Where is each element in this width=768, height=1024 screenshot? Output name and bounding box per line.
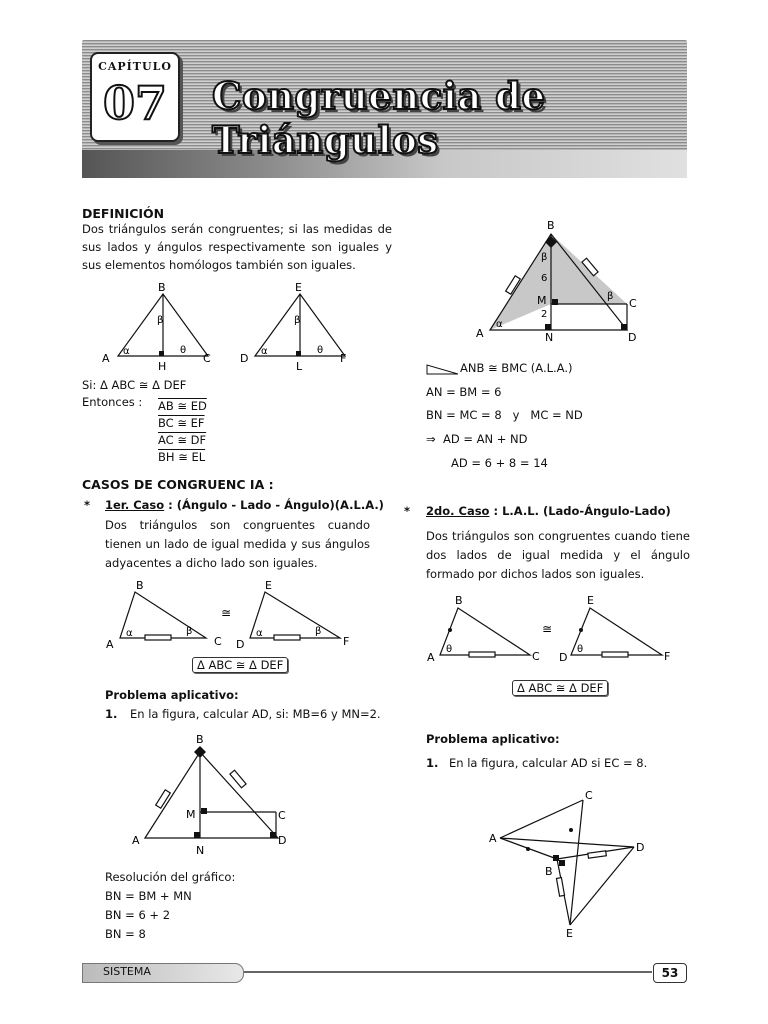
svg-text:C: C (214, 635, 222, 648)
svg-text:A: A (489, 832, 497, 845)
relation-2: BC ≅ EF (158, 416, 205, 430)
entonces-label: Entonces : (82, 395, 143, 409)
svg-text:C: C (203, 352, 211, 365)
svg-text:θ: θ (317, 345, 324, 356)
svg-text:N: N (545, 331, 554, 344)
svg-text:B: B (455, 594, 463, 607)
problema1-heading: Problema aplicativo: (105, 688, 239, 702)
problema2-heading: Problema aplicativo: (426, 732, 560, 746)
svg-text:C: C (278, 809, 286, 822)
svg-text:α: α (256, 628, 263, 639)
footer-section: SISTEMA (103, 965, 151, 978)
svg-text:D: D (559, 651, 568, 664)
page-number: 53 (653, 963, 687, 983)
svg-text:B: B (196, 733, 204, 746)
svg-text:α: α (261, 346, 268, 357)
svg-text:C: C (585, 789, 593, 802)
caso1-title: 1er. Caso (105, 498, 165, 512)
caso2-name: : L.A.L. (Lado-Ángulo-Lado) (493, 504, 671, 518)
svg-text:N: N (196, 844, 205, 857)
casos-heading: CASOS DE CONGRUENC IA : (82, 477, 274, 492)
problema1-text: En la figura, calcular AD, si: MB=6 y MN=2. (130, 707, 381, 721)
svg-text:C: C (532, 650, 540, 663)
svg-text:β: β (157, 315, 164, 326)
resolucion-label: Resolución del gráfico: (105, 870, 236, 884)
svg-text:D: D (278, 834, 287, 847)
svg-text:C: C (629, 297, 637, 310)
svg-text:B: B (545, 865, 553, 878)
resolucion-step-3: BN = 8 (105, 927, 146, 941)
solution-line-4: ⇒ AD = AN + ND (426, 432, 528, 446)
chapter-label: CAPÍTULO (98, 60, 172, 73)
solution-line-3: BN = MC = 8 y MC = ND (426, 408, 583, 422)
svg-text:L: L (296, 360, 303, 373)
problema2-number: 1. (426, 756, 439, 770)
svg-text:F: F (343, 635, 350, 648)
svg-text:β: β (607, 291, 614, 302)
svg-text:2: 2 (541, 309, 548, 320)
bullet-1: * (84, 498, 91, 512)
svg-text:α: α (123, 346, 130, 357)
svg-text:D: D (236, 638, 245, 651)
svg-text:θ: θ (446, 644, 453, 655)
caso1-text: Dos triángulos son congruentes cuando tienen un lado de igual medida y sus ángulos adyacentes a dicho lado son iguales. (105, 518, 370, 570)
caso2-formula: Δ ABC ≅ Δ DEF (512, 680, 608, 696)
caso2-title: 2do. Caso (426, 504, 490, 518)
caso1-formula: Δ ABC ≅ Δ DEF (192, 657, 288, 673)
svg-text:B: B (136, 579, 144, 592)
svg-text:D: D (628, 331, 637, 344)
resolucion-step-2: BN = 6 + 2 (105, 908, 171, 922)
svg-text:β: β (294, 315, 301, 326)
svg-text:E: E (587, 594, 594, 607)
svg-text:≅: ≅ (221, 606, 232, 620)
svg-text:θ: θ (180, 345, 187, 356)
svg-text:D: D (636, 841, 645, 854)
relation-3: AC ≅ DF (158, 433, 207, 447)
svg-text:β: β (186, 626, 193, 637)
definition-text: Dos triángulos serán congruentes; si las medidas de sus lados y ángulos respectivamente son iguales y sus elementos homólogos también son iguales. (82, 222, 392, 272)
problema2-text: En la figura, calcular AD si EC = 8. (449, 756, 648, 770)
svg-text:≅: ≅ (542, 622, 553, 636)
svg-text:F: F (340, 352, 347, 365)
svg-text:β: β (315, 626, 322, 637)
solution-line-5: AD = 6 + 8 = 14 (451, 456, 548, 470)
svg-text:E: E (566, 927, 573, 940)
svg-text:B: B (547, 219, 555, 232)
svg-text:E: E (265, 579, 272, 592)
svg-text:6: 6 (541, 273, 548, 284)
footer-divider (244, 971, 652, 973)
chapter-title: Congruencia de Triángulos (212, 74, 546, 162)
svg-text:A: A (427, 651, 435, 664)
svg-text:F: F (664, 650, 671, 663)
svg-text:M: M (186, 808, 196, 821)
footer-section-bar (82, 963, 244, 983)
problema1-number: 1. (105, 707, 118, 721)
si-statement: Si: Δ ABC ≅ Δ DEF (82, 378, 187, 392)
caso2-text: Dos triángulos son congruentes cuando tiene dos lados de igual medida y el ángulo formado por dichos lados son iguales. (426, 529, 690, 581)
svg-text:A: A (102, 352, 110, 365)
svg-text:θ: θ (577, 644, 584, 655)
svg-text:H: H (158, 360, 167, 373)
relation-4: BH ≅ EL (158, 450, 206, 464)
caso1-name: : (Ángulo - Lado - Ángulo)(A.L.A.) (168, 498, 384, 512)
svg-text:M: M (537, 294, 547, 307)
svg-text:A: A (476, 327, 484, 340)
svg-text:α: α (126, 628, 133, 639)
svg-text:B: B (158, 281, 166, 294)
svg-text:D: D (240, 352, 249, 365)
svg-text:A: A (106, 638, 114, 651)
resolucion-step-1: BN = BM + MN (105, 889, 192, 903)
svg-text:α: α (496, 319, 503, 330)
solution-line-2: AN = BM = 6 (426, 385, 502, 399)
definition-heading: DEFINICIÓN (82, 206, 165, 221)
bullet-2: * (404, 504, 411, 518)
svg-text:A: A (132, 834, 140, 847)
solution-line-1-text: ANB ≅ BMC (A.L.A.) (460, 361, 573, 375)
svg-text:β: β (541, 252, 548, 263)
svg-text:E: E (295, 281, 302, 294)
chapter-number: 07 (102, 76, 167, 130)
relation-1: AB ≅ ED (158, 399, 207, 413)
